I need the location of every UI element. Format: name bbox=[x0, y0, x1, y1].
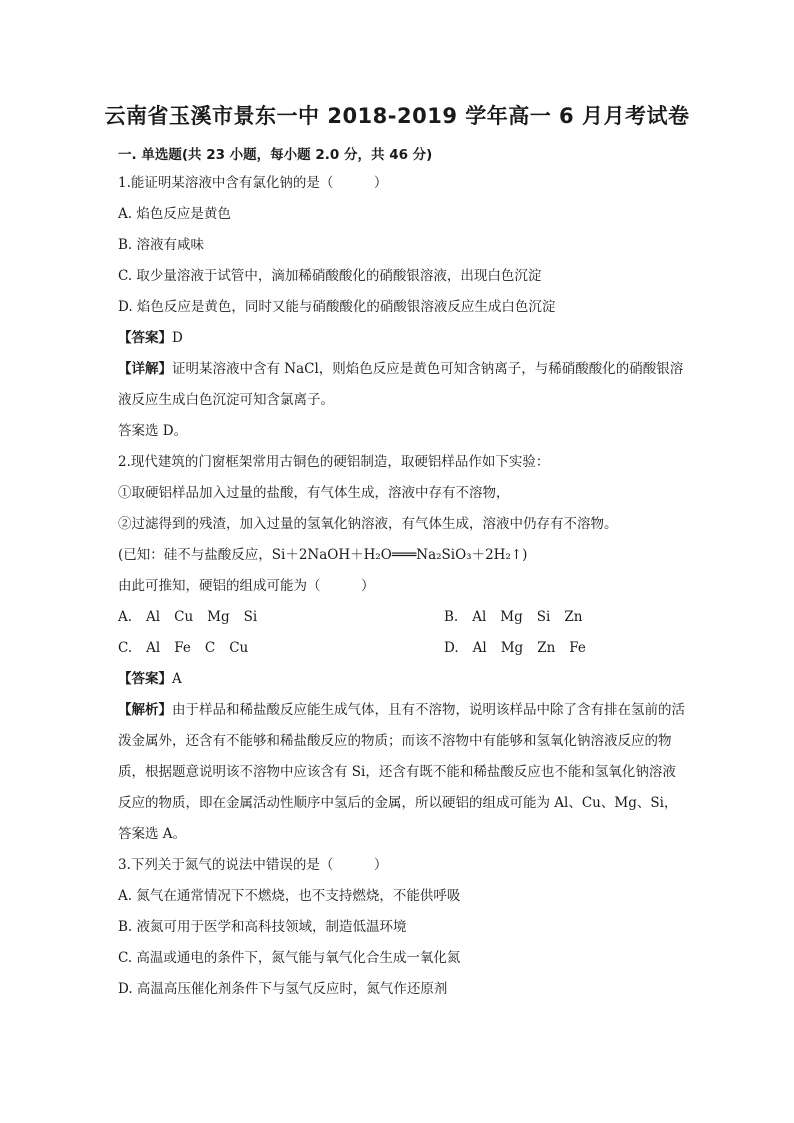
q1-option-a: A. 焰色反应是黄色 bbox=[118, 206, 231, 222]
detail-text: 证明某溶液中含有 NaCl，则焰色反应是黄色可知含钠离子，与稀硝酸酸化的硝酸银溶液反应生成白色沉淀可知含氯离子。 bbox=[118, 361, 684, 408]
q3-option-b: B. 液氮可用于医学和高科技领域，制造低温环境 bbox=[118, 919, 407, 935]
q1-option-d: D. 焰色反应是黄色，同时又能与硝酸酸化的硝酸银溶液反应生成白色沉淀 bbox=[118, 299, 556, 315]
q1-option-c: C. 取少量溶液于试管中，滴加稀硝酸酸化的硝酸银溶液，出现白色沉淀 bbox=[118, 268, 542, 284]
q2-known: (已知：硅不与盐酸反应，Si＋2NaOH＋H₂O═══Na₂SiO₃＋2H₂↑) bbox=[118, 547, 528, 563]
q2-option-d: D. Al Mg Zn Fe bbox=[444, 640, 586, 656]
section-heading: 一. 单选题(共 23 小题，每小题 2.0 分，共 46 分) bbox=[118, 147, 433, 163]
q2-options-row-1 bbox=[118, 602, 688, 633]
q1-conclusion: 答案选 D。 bbox=[118, 423, 188, 439]
q3-option-d: D. 高温高压催化剂条件下与氢气反应时，氮气作还原剂 bbox=[118, 981, 448, 997]
q2-stem: 2.现代建筑的门窗框架常用古铜色的硬铝制造，取硬铝样品作如下实验： bbox=[118, 454, 550, 470]
q1-option-b: B. 溶液有咸味 bbox=[118, 237, 205, 253]
answer-tag: 【答案】 bbox=[118, 671, 172, 687]
q3-option-c: C. 高温或通电的条件下，氮气能与氧气化合生成一氧化氮 bbox=[118, 950, 461, 966]
q2-option-a: A. Al Cu Mg Si bbox=[118, 609, 258, 625]
answer-value: A bbox=[172, 671, 182, 687]
question-content bbox=[118, 168, 688, 1005]
q1-detail bbox=[118, 354, 688, 416]
exam-title: 云南省玉溪市景东一中 2018-2019 学年高一 6 月月考试卷 bbox=[104, 104, 690, 128]
q2-answer bbox=[118, 664, 688, 695]
q3-stem: 3.下列关于氮气的说法中错误的是（ ） bbox=[118, 857, 388, 873]
answer-value: D bbox=[172, 330, 183, 346]
q1-stem: 1.能证明某溶液中含有氯化钠的是（ ） bbox=[118, 175, 388, 191]
answer-tag: 【答案】 bbox=[118, 330, 172, 346]
analysis-tag: 【解析】 bbox=[118, 702, 172, 718]
q2-option-b: B. Al Mg Si Zn bbox=[444, 609, 583, 625]
q1-answer bbox=[118, 323, 688, 354]
q2-step-1: ①取硬铝样品加入过量的盐酸，有气体生成，溶液中存有不溶物， bbox=[118, 485, 510, 501]
q2-options-row-2 bbox=[118, 633, 688, 664]
analysis-text: 由于样品和稀盐酸反应能生成气体，且有不溶物，说明该样品中除了含有排在氢前的活泼金属外，还含有不能够和稀盐酸反应的物质；而该不溶物中有能够和氢氧化钠溶液反应的物质，根据题意说明该不溶物中应该含有 Si，还含有既不能和稀盐酸反应也不能和氢氧化钠溶液反应的物质，即在金属活动性顺序中氢后的金属，所以硬铝的组成可能为 Al、Cu、Mg、Si，答案选 A。 bbox=[118, 702, 685, 842]
q2-ask: 由此可推知，硬铝的组成可能为（ ） bbox=[118, 578, 375, 594]
q2-analysis bbox=[118, 695, 688, 850]
q2-option-c: C. Al Fe C Cu bbox=[118, 640, 249, 656]
q3-option-a: A. 氮气在通常情况下不燃烧，也不支持燃烧，不能供呼吸 bbox=[118, 888, 461, 904]
detail-tag: 【详解】 bbox=[118, 361, 172, 377]
q2-step-2: ②过滤得到的残渣，加入过量的氢氧化钠溶液，有气体生成，溶液中仍存有不溶物。 bbox=[118, 516, 618, 532]
